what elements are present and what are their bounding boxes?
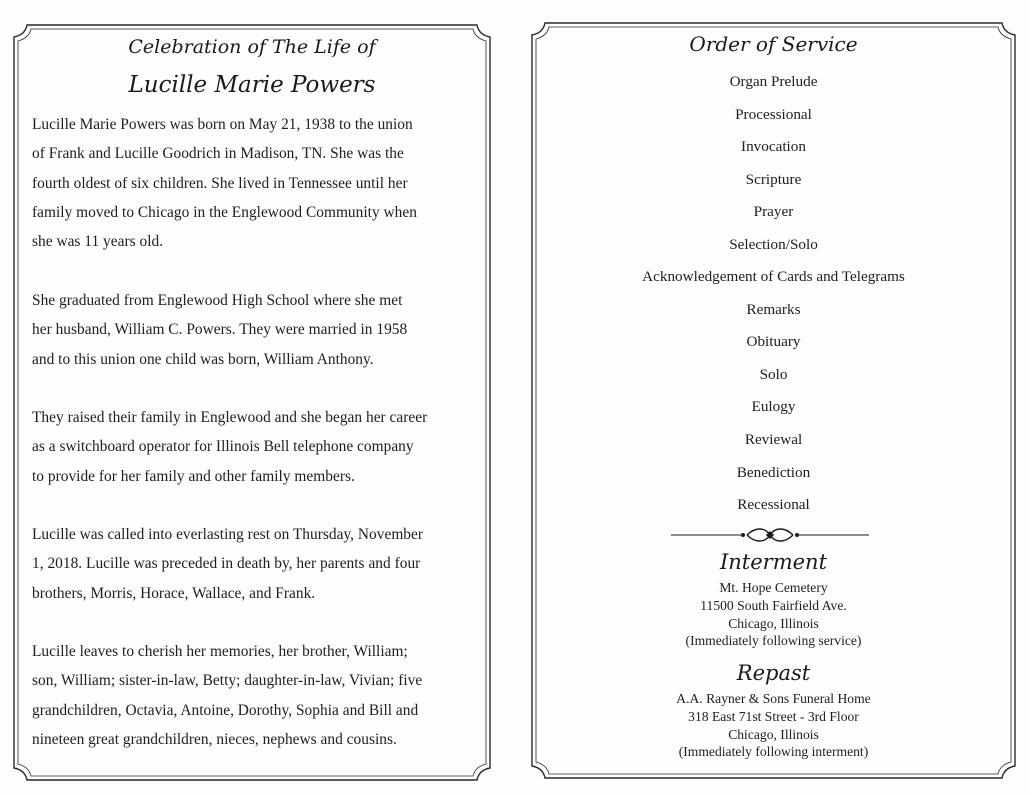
order-of-service-panel <box>531 22 1016 779</box>
interment-location: Mt. Hope Cemetery <box>719 580 828 595</box>
interment-address: 11500 South Fairfield Ave. <box>700 597 847 613</box>
repast-address: 318 East 71st Street - 3rd Floor <box>688 708 859 724</box>
service-item: Organ Prelude <box>729 73 818 90</box>
service-item: Invocation <box>741 138 806 156</box>
deceased-name: Lucille Marie Powers <box>128 72 376 98</box>
interment-details <box>531 579 1016 650</box>
service-item: Remarks <box>746 300 801 318</box>
service-item: Processional <box>735 105 812 123</box>
repast-city: Chicago, Illinois <box>728 726 819 742</box>
obituary-panel <box>13 24 491 781</box>
repast-details <box>531 690 1016 761</box>
service-item: Obituary <box>746 333 801 351</box>
repast-location: A.A. Rayner & Sons Funeral Home <box>676 691 871 706</box>
repast-heading: Repast <box>736 661 811 685</box>
service-item: Prayer <box>753 203 794 221</box>
obituary-paragraph-survivors: Lucille leaves to cherish her memories, her brother, William; son, William; sister-in-law, Betty; daughter-in-law, Vivian; five grandchildren, Octavia, Antoine, Dorothy, Sophia and Bill and nineteen great grandchildren, nieces, nephews and cousins. <box>32 643 423 748</box>
flourish-divider <box>671 525 869 545</box>
interment-heading: Interment <box>719 550 828 574</box>
obituary-paragraph-career: They raised their family in Englewood and she began her career as a switchboard operator for Illinois Bell telephone company to provide for her family and other family members. <box>32 409 428 485</box>
interment-note: (Immediately following service) <box>685 633 862 649</box>
obituary-paragraph-passing: Lucille was called into everlasting rest on Thursday, November 1, 2018. Lucille was preceded in death by, her parents and four brothers, Morris, Horace, Wallace, and Frank. <box>32 526 424 602</box>
service-item: Solo <box>759 365 788 383</box>
obituary-paragraph-birth: Lucille Marie Powers was born on May 21, 1938 to the union of Frank and Lucille Goodrich in Madison, TN. She was the fourth oldest of six children. She lived in Tennessee until her family moved to Chicago in the Englewood Community when she was 11 years old. <box>32 116 417 251</box>
service-item: Acknowledgement of Cards and Telegrams <box>642 268 905 286</box>
service-item: Scripture <box>745 170 802 188</box>
service-item: Eulogy <box>751 398 796 416</box>
service-item: Recessional <box>737 496 810 514</box>
order-of-service-heading: Order of Service <box>689 32 858 56</box>
service-program-list <box>531 70 1016 526</box>
obituary-paragraph-marriage: She graduated from Englewood High School where she met her husband, William C. Powers. They were married in 1958 and to this union one child was born, William Anthony. <box>32 292 408 368</box>
celebration-heading: Celebration of The Life of <box>128 36 376 58</box>
interment-city: Chicago, Illinois <box>728 615 819 631</box>
service-item: Selection/Solo <box>729 235 818 253</box>
service-item: Benediction <box>736 463 811 481</box>
service-item: Reviewal <box>744 431 803 449</box>
repast-note: (Immediately following interment) <box>678 744 869 760</box>
